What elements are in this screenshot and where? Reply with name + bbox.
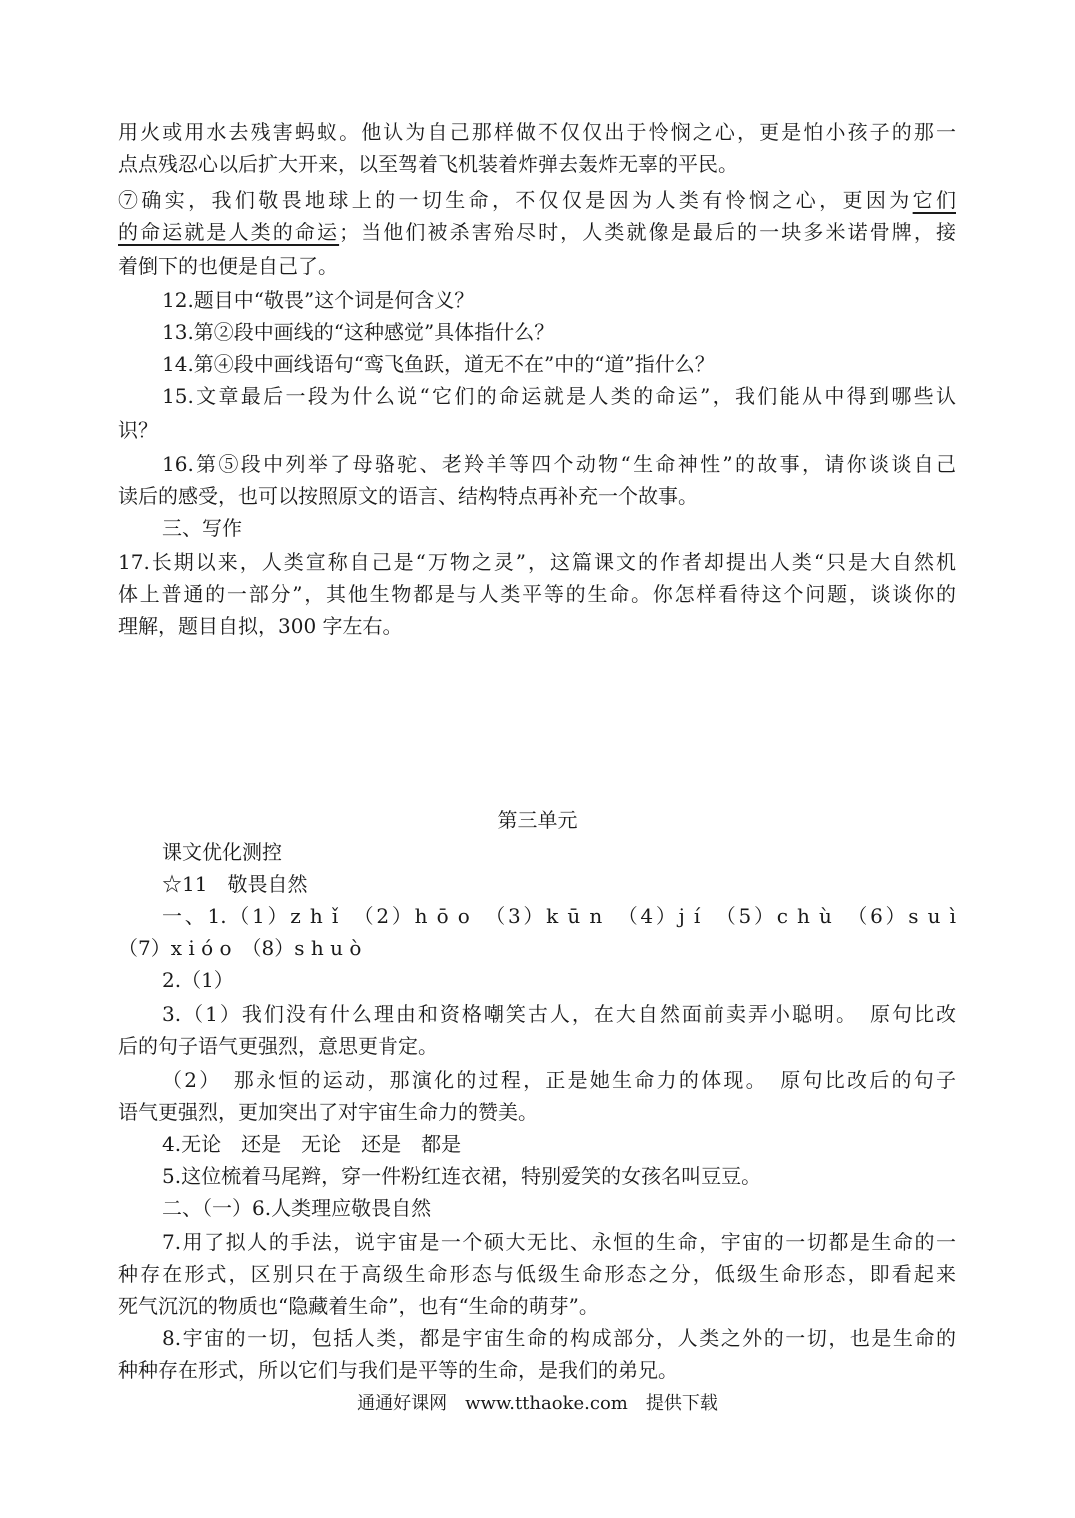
underlined-phrase: 它们 — [912, 188, 956, 212]
answer-7-cont: 死气沉沉的物质也“隐藏着生命”，也有“生命的萌芽”。 — [118, 1294, 599, 1318]
answer-7-cont: 种存在形式，区别只在于高级生命形态与低级生命形态之分，低级生命形态，即看起来 — [118, 1262, 956, 1286]
answer-5: 5.这位梳着马尾辫，穿一件粉红连衣裙，特别爱笑的女孩名叫豆豆。 — [162, 1164, 762, 1188]
answer-7: 7.用了拟人的手法，说宇宙是一个硕大无比、永恒的生命，宇宙的一切都是生命的一 — [162, 1230, 956, 1254]
answer-3-cont: 语气更强烈，更加突出了对宇宙生命力的赞美。 — [118, 1100, 538, 1124]
lesson-title: ☆11 敬畏自然 — [162, 872, 308, 896]
paragraph-line: 点点残忍心以后扩大开来，以至驾着飞机装着炸弹去轰炸无辜的平民。 — [118, 152, 738, 176]
question-17: 17.长期以来，人类宣称自己是“万物之灵”，这篇课文的作者却提出人类“只是大自然机 — [118, 550, 956, 574]
answer-1: 一、1.（1）z h ǐ （2）h ō o （3）k ū n （4）j í （5）c h ù （6）s u ì — [162, 904, 956, 928]
question-16-cont: 读后的感受，也可以按照原文的语言、结构特点再补充一个故事。 — [118, 484, 698, 508]
paragraph-line: 着倒下的也便是自己了。 — [118, 254, 338, 278]
unit-title: 第三单元 — [497, 808, 578, 832]
p7-text: ⑦确实，我们敬畏地球上的一切生命，不仅仅是因为人类有怜悯之心，更因为 — [118, 188, 913, 212]
section-heading: 三、写作 — [162, 516, 242, 540]
answer-8-cont: 种种存在形式，所以它们与我们是平等的生命，是我们的弟兄。 — [118, 1358, 678, 1382]
question-15-cont: 识？ — [118, 418, 158, 442]
answer-8: 8.宇宙的一切，包括人类，都是宇宙生命的构成部分，人类之外的一切，也是生命的 — [162, 1326, 956, 1350]
question-14: 14.第④段中画线语句“鸾飞鱼跃，道无不在”中的“道”指什么？ — [162, 352, 715, 376]
question-12: 12.题目中“敬畏”这个词是何含义？ — [162, 288, 475, 312]
underlined-phrase: 的命运就是人类的命运 — [118, 220, 340, 244]
question-17-cont: 体上普通的一部分”，其他生物都是与人类平等的生命。你怎样看待这个问题，谈谈你的 — [118, 582, 956, 606]
answer-2: 2.（1） — [162, 968, 234, 992]
answer-4: 4.无论 还是 无论 还是 都是 — [162, 1132, 462, 1156]
answer-1-cont: （7）x i ó o （8）s h u ò — [118, 936, 362, 960]
question-17-cont: 理解，题目自拟，300 字左右。 — [118, 614, 403, 638]
paragraph-line: 用火或用水去残害蚂蚁。他认为自己那样做不仅仅出于怜悯之心，更是怕小孩子的那一 — [118, 120, 956, 144]
p7-text: ；当他们被杀害殆尽时，人类就像是最后的一块多米诺骨牌，接 — [339, 220, 956, 244]
question-13: 13.第②段中画线的“这种感觉”具体指什么？ — [162, 320, 555, 344]
answer-3-part2: （2） 那永恒的运动，那演化的过程，正是她生命力的体现。 原句比改后的句子 — [162, 1068, 956, 1092]
question-15: 15.文章最后一段为什么说“它们的命运就是人类的命运”，我们能从中得到哪些认 — [162, 384, 956, 408]
question-16: 16.第⑤段中列举了母骆驼、老羚羊等四个动物“生命神性”的故事，请你谈谈自己 — [162, 452, 956, 476]
answer-3: 3.（1）我们没有什么理由和资格嘲笑古人，在大自然面前卖弄小聪明。 原句比改 — [162, 1002, 956, 1026]
answer-6: 二、（一）6.人类理应敬畏自然 — [162, 1196, 432, 1220]
answer-3-cont: 后的句子语气更强烈，意思更肯定。 — [118, 1034, 438, 1058]
paragraph-7-line — [118, 218, 956, 248]
paragraph-7-line — [118, 186, 956, 216]
page-footer: 通通好课网 www.tthaoke.com 提供下载 — [357, 1393, 718, 1414]
section-title: 课文优化测控 — [162, 840, 282, 864]
